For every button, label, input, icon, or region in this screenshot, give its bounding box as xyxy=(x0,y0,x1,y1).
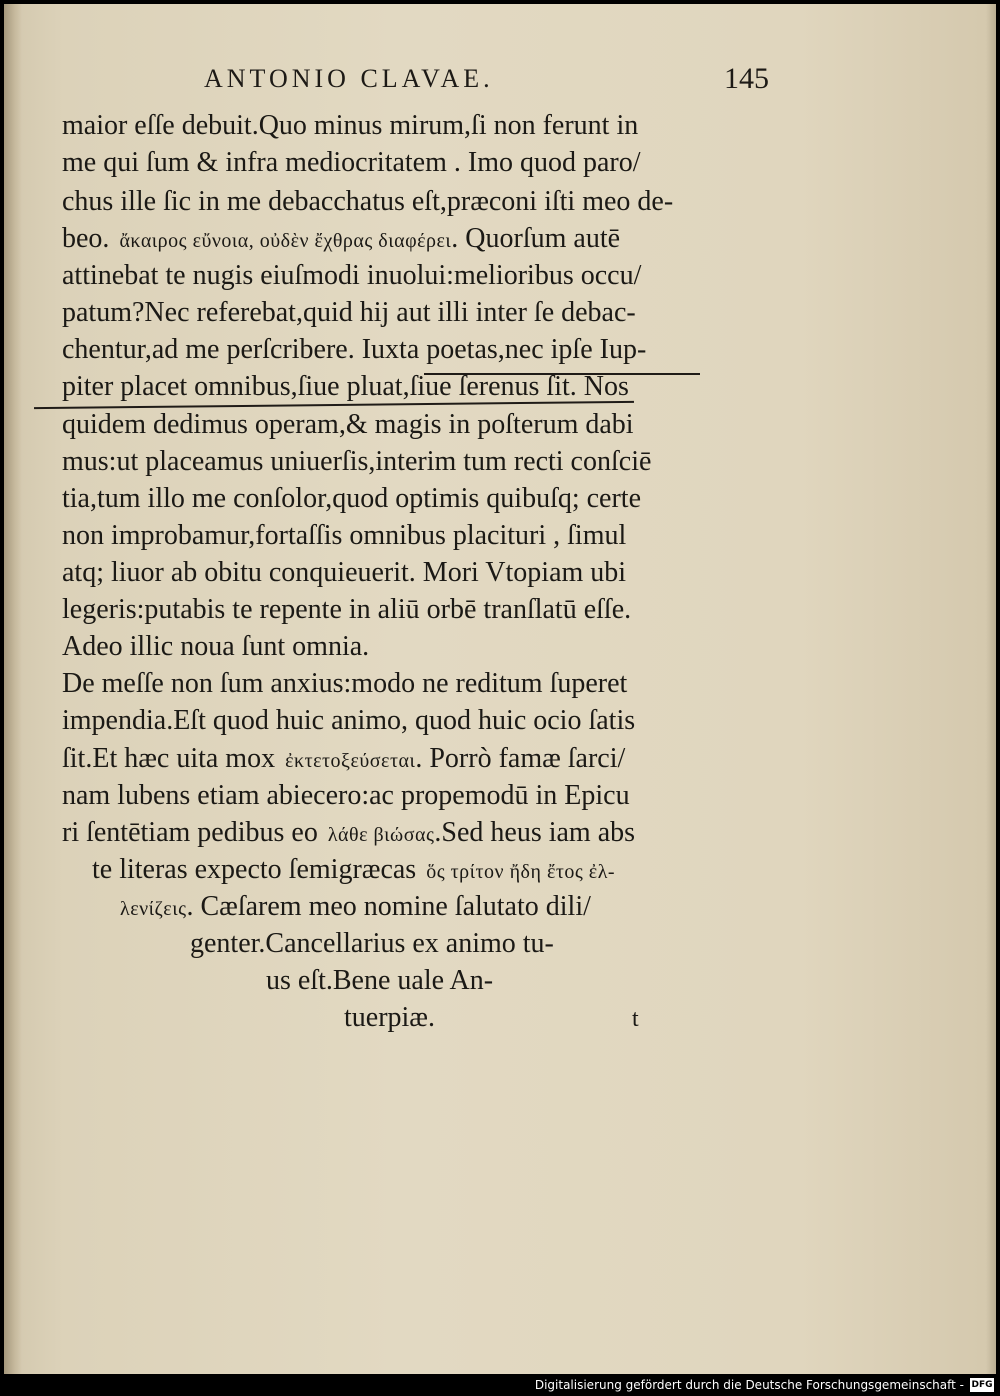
text-line xyxy=(62,743,625,777)
latin-text: beo. xyxy=(62,223,110,254)
text-line xyxy=(62,409,634,441)
text-line xyxy=(62,223,620,257)
latin-text: maior eſſe debuit.Quo minus mirum,ſi non ferunt in xyxy=(62,110,639,141)
text-line xyxy=(62,557,626,589)
page-number: 145 xyxy=(724,62,769,95)
dfg-logo: DFG xyxy=(971,1380,993,1390)
text-line xyxy=(62,186,673,218)
latin-text: patum?Nec referebat,quid hij aut illi inter ſe debac- xyxy=(62,297,636,328)
latin-text: . Quorſum autē xyxy=(451,223,621,254)
latin-text: genter.Cancellarius ex animo tu- xyxy=(190,928,554,959)
latin-text: tuerpiæ. xyxy=(344,1002,435,1033)
text-line xyxy=(92,854,615,888)
latin-text: ri ſentētiam pedibus eo xyxy=(62,817,318,848)
text-line xyxy=(62,334,646,366)
book-page xyxy=(4,4,996,1374)
greek-text: ἄκαιρος εὔνοια, οὐδὲν ἔχθρας διαφέρει xyxy=(119,230,452,252)
running-head: ANTONIO CLAVAE. xyxy=(204,64,494,93)
page-gutter-shadow xyxy=(4,4,22,1374)
latin-text: impendia.Eſt quod huic animo, quod huic ocio ſatis xyxy=(62,705,636,736)
latin-text: nam lubens etiam abiecero:ac propemodū in Epicu xyxy=(62,780,630,811)
text-line xyxy=(62,110,638,142)
text-line xyxy=(266,965,493,997)
text-line xyxy=(62,446,651,478)
greek-text: λάθε βιώσας xyxy=(327,824,435,846)
digitization-footer xyxy=(0,1374,1000,1396)
text-line xyxy=(190,928,554,960)
latin-text: De meſſe non ſum anxius:modo ne reditum ſuperet xyxy=(62,668,628,699)
text-line xyxy=(62,297,636,329)
latin-text: quidem dedimus operam,& magis in poſterum dabi xyxy=(62,409,634,440)
text-line xyxy=(62,371,629,403)
text-line xyxy=(344,1002,435,1034)
greek-text: ἐκτετοξεύσεται xyxy=(285,750,416,772)
latin-text: me qui ſum & infra mediocritatem . Imo quod paro/ xyxy=(62,147,641,178)
text-line xyxy=(120,891,591,925)
latin-text: us eſt.Bene uale An- xyxy=(266,965,494,996)
footer-credit: Digitalisierung gefördert durch die Deutsche Forschungsgemeinschaft - xyxy=(534,1378,964,1392)
latin-text: attinebat te nugis eiuſmodi inuolui:melioribus occu/ xyxy=(62,260,642,291)
latin-text: chentur,ad me perſcribere. Iuxta poetas,nec ipſe Iup- xyxy=(62,334,647,365)
latin-text: . Porrò famæ ſarci/ xyxy=(415,743,626,774)
latin-text: chus ille ſic in me debacchatus eſt,præconi iſti meo de- xyxy=(62,186,674,217)
latin-text: piter placet omnibus,ſiue pluat,ſiue ſerenus ſit. Nos xyxy=(62,371,629,402)
text-line xyxy=(62,780,630,812)
greek-text: λενίζεις xyxy=(120,898,187,920)
text-line xyxy=(62,147,641,179)
latin-text: mus:ut placeamus uniuerſis,interim tum recti conſciē xyxy=(62,446,652,477)
handwritten-underline xyxy=(424,373,700,375)
text-line xyxy=(62,594,631,626)
latin-text: non improbamur,fortaſſis omnibus placituri , ſimul xyxy=(62,520,627,551)
latin-text: te literas expecto ſemigræcas xyxy=(92,854,417,885)
text-line xyxy=(62,817,635,851)
latin-text: ſit.Et hæc uita mox xyxy=(62,743,276,774)
latin-text: atq; liuor ab obitu conquieuerit. Mori Vtopiam ubi xyxy=(62,557,627,588)
latin-text: Adeo illic noua ſunt omnia. xyxy=(62,631,370,662)
latin-text: .Sed heus iam abs xyxy=(434,817,636,848)
text-line xyxy=(62,631,369,663)
text-line xyxy=(62,705,635,737)
signature-mark: t xyxy=(632,1006,639,1032)
text-line xyxy=(62,520,626,552)
greek-text: ὅς τρίτον ἤδη ἔτος ἐλ- xyxy=(426,861,616,883)
text-line xyxy=(62,260,641,292)
page-edge-shadow xyxy=(986,4,996,1374)
latin-text: tia,tum illo me conſolor,quod optimis quibuſq; certe xyxy=(62,483,642,514)
latin-text: legeris:putabis te repente in aliū orbē tranſlatū eſſe. xyxy=(62,594,632,625)
text-line xyxy=(62,668,627,700)
latin-text: . Cæſarem meo nomine ſalutato dili/ xyxy=(186,891,591,922)
text-line xyxy=(62,483,641,515)
